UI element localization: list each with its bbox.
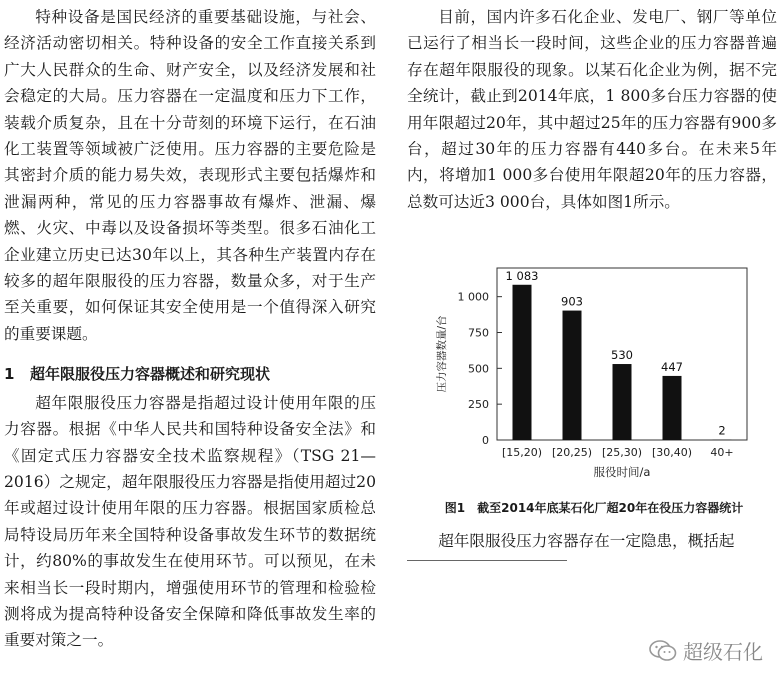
right-paragraph: 目前，国内许多石化企业、发电厂、钢厂等单位已运行了相当长一段时间，这些企业的压力容器普遍存在超年限服役的现象。以某石化企业为例，据不完全统计，截止到2014年底，1 800多台压力容器的使用年限超过20年，其中超过25年的压力容器有900多台，超过30年的压力容器有440多台。在未来5年内，将增加1 000多台使用年限超20年的压力容器，总数可达近3 000台，具体如图1所示。 [407, 8, 777, 211]
section-paragraph: 超年限服役压力容器是指超过设计使用年限的压力容器。根据《中华人民共和国特种设备安全法》和《固定式压力容器安全技术监察规程》（TSG 21—2016）之规定，超年限服役压力容器是指使用超过20年或超过设计使用年限的压力容器。根据国家质检总局特设局历年来全国特种设备事故发生环节的数据统计，约80%的事故发生在使用环节。可以预见，在未来相当长一段时期内，增强使用环节的管理和检验检测将成为提高特种设备安全保障和降低事故发生率的重要对策之一。 [4, 393, 376, 650]
x-tick-label: [25,30) [601, 446, 643, 459]
footnote-rule [407, 560, 567, 561]
left-column [4, 4, 376, 654]
y-tick-label: 750 [468, 326, 489, 340]
watermark-text: 超级石化 [683, 640, 763, 664]
y-tick-label: 0 [482, 434, 489, 447]
y-tick-label: 250 [468, 398, 489, 412]
figure-caption: 图1 截至2014年底某石化厂超20年在役压力容器统计 [444, 501, 744, 515]
bar [613, 364, 632, 440]
x-tick-label: [30,40) [651, 446, 693, 459]
bar-value-label: 447 [661, 359, 683, 374]
bar-value-label: 903 [561, 294, 583, 309]
bar [513, 285, 532, 440]
right-column [407, 4, 777, 215]
x-tick-label: 40+ [710, 446, 734, 459]
bar-value-label: 2 [718, 423, 726, 438]
wechat-icon [649, 640, 677, 662]
y-axis-label: 压力容器数量/台 [436, 315, 448, 393]
bar-chart [407, 258, 779, 488]
x-tick-label: [20,25) [551, 446, 593, 459]
x-axis-label: 服役时间/a [593, 465, 651, 479]
bar-value-label: 1 083 [505, 268, 539, 283]
x-tick-label: [15,20) [501, 446, 543, 459]
bar [663, 376, 682, 440]
section-heading [4, 361, 376, 387]
y-tick-label: 500 [468, 362, 489, 376]
y-tick-label: 1 000 [457, 290, 489, 304]
figure-1 [407, 258, 779, 488]
watermark [649, 636, 763, 665]
section-number: 1 [4, 365, 15, 384]
section-title: 超年限服役压力容器概述和研究现状 [30, 365, 271, 384]
intro-paragraph: 特种设备是国民经济的重要基础设施，与社会、经济活动密切相关。特种设备的安全工作直接关系到广大人民群众的生命、财产安全，以及经济发展和社会稳定的大局。压力容器在一定温度和压力下工作，装载介质复杂，且在十分苛刻的环境下运行，在石油化工装置等领域被广泛使用。压力容器的主要危险是其密封介质的能力易失效，表现形式主要包括爆炸和泄漏两种，常见的压力容器事故有爆炸、泄漏、爆燃、火灾、中毒以及设备损坏等类型。很多石油化工企业建立历史已达30年以上，其各种生产装置内存在较多的超年限服役的压力容器，数量众多，对于生产至关重要，如何保证其安全使用是一个值得深入研究的重要课题。 [4, 8, 376, 343]
bar [563, 311, 582, 440]
bar-value-label: 530 [611, 348, 633, 363]
continuation-paragraph: 超年限服役压力容器存在一定隐患，概括起 [438, 532, 735, 550]
